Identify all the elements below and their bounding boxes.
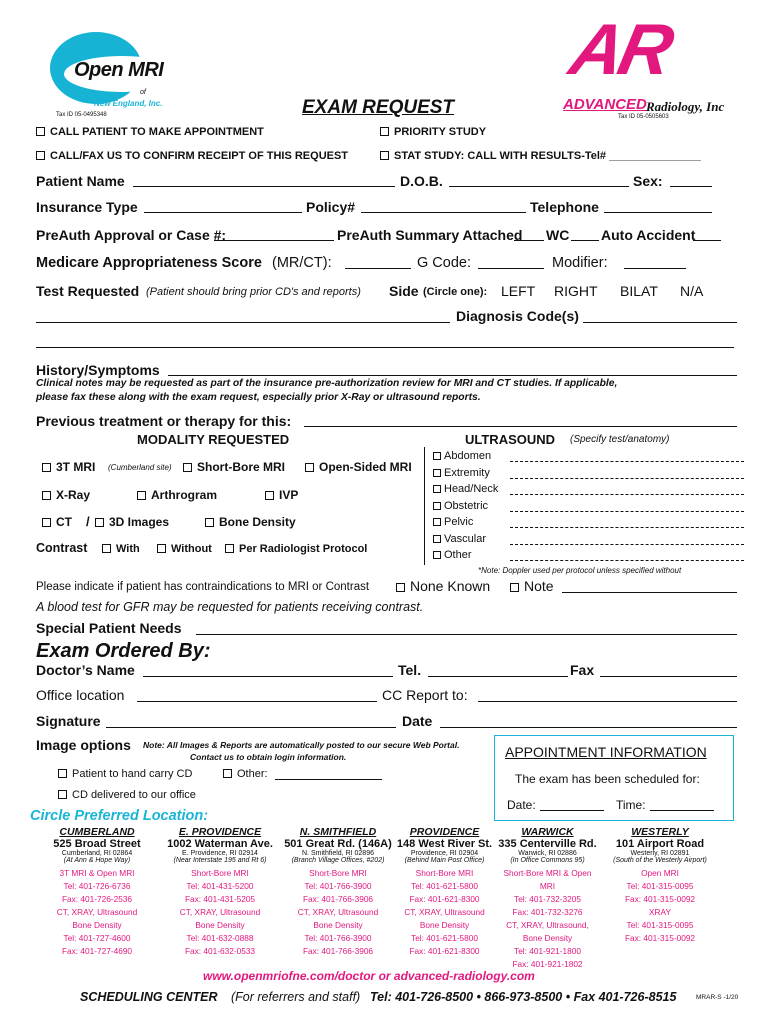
side-note: (Circle one):: [423, 286, 488, 298]
location-city: Westerly, RI 02891: [630, 850, 690, 857]
ar-logo-radiology: Radiology, Inc: [646, 99, 725, 114]
location-service: CT, XRAY, Ultrasound,: [506, 920, 589, 930]
xray-checkbox[interactable]: [42, 491, 51, 500]
appointment-time-field[interactable]: [650, 810, 714, 811]
clinical-note-1: Clinical notes may be requested as part of the insurance pre-authorization review for MRI and CT studies. If applicable,: [36, 378, 618, 389]
diagnosis-label: Diagnosis Code(s): [456, 308, 579, 324]
policy-label: Policy#: [306, 199, 356, 215]
location-name: CUMBERLAND: [59, 826, 135, 838]
call-patient-checkbox[interactable]: [36, 127, 45, 136]
short-bore-option[interactable]: [183, 460, 285, 474]
location-note: (South of the Westerly Airport): [613, 857, 707, 864]
patient-name-label: Patient Name: [36, 173, 125, 189]
location-service: Tel: 401-431-5200: [186, 881, 254, 891]
location-address: 148 West River St.: [396, 838, 493, 850]
location-service: Tel: 401-315-0095: [626, 920, 694, 930]
location-note: (Branch Village Offices, #202): [291, 857, 385, 864]
location-service: XRAY: [649, 907, 671, 917]
doctor-fax-field[interactable]: [600, 676, 737, 677]
cc-report-field[interactable]: [478, 701, 737, 702]
priority-option[interactable]: [380, 126, 486, 138]
ar-logo-mark: AR: [563, 10, 677, 90]
contrast-protocol-option[interactable]: [225, 543, 367, 555]
location-service: Tel: 401-766-3900: [304, 933, 372, 943]
mri-3t-note: (Cumberland site): [108, 463, 172, 472]
ultrasound-item-field[interactable]: [510, 544, 744, 545]
ultrasound-item-field[interactable]: [510, 560, 744, 561]
website-link[interactable]: www.openmriofne.com/doctor or advanced-radiology.com: [203, 969, 535, 983]
ultrasound-item-checkbox[interactable]: [433, 518, 441, 526]
ultrasound-item-checkbox[interactable]: [433, 502, 441, 510]
images-3d-checkbox[interactable]: [95, 518, 104, 527]
location-note: (Near Interstate 195 and Rt 6): [173, 857, 267, 864]
sex-label: Sex:: [633, 173, 663, 189]
location-service: Tel: 401-921-1800: [514, 946, 581, 956]
insurance-field[interactable]: [144, 212, 302, 213]
modality-divider: [424, 447, 425, 565]
ultrasound-item[interactable]: [433, 533, 486, 545]
contrast-protocol-label: Per Radiologist Protocol: [239, 543, 368, 555]
ultrasound-item-checkbox[interactable]: [433, 551, 441, 559]
ct-option[interactable]: [42, 515, 72, 529]
location-service: Tel: 401-732-3205: [514, 894, 581, 904]
ultrasound-item-label: Abdomen: [444, 450, 492, 462]
image-other-field[interactable]: [275, 779, 382, 780]
special-needs-field[interactable]: [196, 634, 737, 635]
contrast-without-label: Without: [171, 543, 212, 555]
scheduling-numbers: Tel: 401-726-8500 • 866-973-8500 • Fax 401-726-8515: [370, 990, 677, 1004]
ultrasound-item-label: Other: [444, 549, 472, 561]
gcode-field[interactable]: [478, 268, 544, 269]
location-service: CT, XRAY, Ultrasound: [404, 907, 485, 917]
side-bilat-option[interactable]: BILAT: [620, 283, 658, 299]
doctor-field[interactable]: [143, 676, 393, 677]
location-name: WESTERLY: [631, 826, 689, 838]
contra-note-option[interactable]: [510, 578, 554, 594]
ultrasound-item[interactable]: [433, 549, 472, 561]
cd-office-checkbox[interactable]: [58, 790, 67, 799]
doctor-fax-label: Fax: [570, 662, 595, 678]
location-service: Bone Density: [195, 920, 245, 930]
ar-tax-id: Tax ID 05-0505603: [618, 114, 669, 120]
stat-label: STAT STUDY: CALL WITH RESULTS-Tel# _______________: [394, 150, 701, 162]
ultrasound-item-label: Head/Neck: [444, 483, 499, 495]
ultrasound-item-label: Pelvic: [444, 516, 474, 528]
contrast-label: Contrast: [36, 541, 88, 555]
xray-label: X-Ray: [56, 488, 91, 502]
contrast-with-checkbox[interactable]: [102, 544, 111, 553]
history-label: History/Symptoms: [36, 362, 160, 378]
cd-office-label: CD delivered to our office: [72, 789, 196, 801]
location-column[interactable]: [282, 826, 394, 958]
location-city: Cumberland, RI 02864: [61, 850, 133, 857]
contrast-protocol-checkbox[interactable]: [225, 544, 234, 553]
location-address: 1002 Waterman Ave.: [167, 838, 273, 850]
contrast-with-label: With: [116, 543, 140, 555]
open-mri-logo: [24, 16, 184, 126]
appointment-date-label: Date:: [507, 798, 536, 812]
doctor-tel-label: Tel.: [398, 662, 422, 678]
ct-checkbox[interactable]: [42, 518, 51, 527]
modifier-field[interactable]: [624, 268, 686, 269]
hand-carry-checkbox[interactable]: [58, 769, 67, 778]
images-3d-label: 3D Images: [109, 515, 170, 529]
location-service: Tel: 401-726-6736: [63, 881, 131, 891]
bone-density-checkbox[interactable]: [205, 518, 214, 527]
location-column[interactable]: [394, 826, 495, 958]
ultrasound-item-checkbox[interactable]: [433, 469, 441, 477]
location-service: Short-Bore MRI: [309, 868, 367, 878]
call-patient-label: CALL PATIENT TO MAKE APPOINTMENT: [50, 126, 264, 138]
open-mri-tax-id: Tax ID 05-0495348: [56, 112, 107, 118]
location-city: Providence, RI 02904: [410, 850, 479, 857]
blank-line-1[interactable]: [36, 347, 734, 348]
location-service: Tel: 401-727-4600: [63, 933, 131, 943]
contra-note-label: Note: [524, 578, 554, 594]
image-other-checkbox[interactable]: [223, 769, 232, 778]
date-field[interactable]: [440, 727, 737, 728]
ivp-option[interactable]: [265, 488, 298, 502]
priority-checkbox[interactable]: [380, 127, 389, 136]
open-sided-option[interactable]: [305, 460, 412, 474]
clinical-note-2: please fax these along with the exam request, especially prior X-Ray or ultrasound reports.: [36, 392, 481, 403]
location-service: Fax: 401-315-0092: [624, 894, 696, 904]
call-fax-label: CALL/FAX US TO CONFIRM RECEIPT OF THIS REQUEST: [50, 150, 349, 162]
ultrasound-item-label: Obstetric: [444, 499, 489, 512]
appointment-title: APPOINTMENT INFORMATION: [505, 744, 707, 760]
location-column[interactable]: [600, 826, 720, 945]
signature-label: Signature: [36, 713, 101, 729]
ivp-label: IVP: [279, 488, 299, 502]
contra-note-checkbox[interactable]: [510, 583, 519, 592]
wc-field[interactable]: [571, 240, 599, 241]
mri-3t-checkbox[interactable]: [42, 463, 51, 472]
location-service: Fax: 401-766-3906: [302, 946, 374, 956]
location-service: Tel: 401-632-0888: [186, 933, 254, 943]
side-right-option[interactable]: RIGHT: [554, 283, 598, 299]
ultrasound-footnote: *Note: Doppler used per protocol unless specified without: [478, 566, 682, 575]
doctor-label: Doctor’s Name: [36, 662, 135, 678]
ivp-checkbox[interactable]: [265, 491, 274, 500]
ultrasound-item-label: Extremity: [444, 466, 490, 479]
ultrasound-item-label: Vascular: [444, 532, 486, 545]
side-left-option[interactable]: LEFT: [501, 283, 536, 299]
hand-carry-label: Patient to hand carry CD: [72, 768, 193, 780]
ultrasound-item[interactable]: [433, 450, 491, 462]
policy-field[interactable]: [361, 212, 526, 213]
location-service: Fax: 401-732-3276: [512, 907, 583, 917]
location-service: Fax: 401-921-1802: [512, 959, 583, 969]
date-label: Date: [402, 713, 433, 729]
priority-label: PRIORITY STUDY: [394, 126, 487, 138]
location-address: 335 Centerville Rd.: [498, 838, 597, 850]
image-options-note-2: Contact us to obtain login information.: [190, 752, 347, 762]
office-location-field[interactable]: [137, 701, 377, 702]
location-service: Fax: 401-621-8300: [409, 894, 480, 904]
location-service: CT, XRAY, Ultrasound: [179, 907, 261, 917]
location-name: E. PROVIDENCE: [178, 826, 262, 838]
diagnosis-field[interactable]: [583, 322, 737, 323]
location-note: (At Ann & Hope Way): [63, 857, 131, 864]
open-sided-checkbox[interactable]: [305, 463, 314, 472]
location-service: Short-Bore MRI: [191, 868, 249, 878]
location-name: PROVIDENCE: [409, 826, 480, 838]
history-field[interactable]: [168, 375, 737, 376]
location-service: Bone Density: [419, 920, 470, 930]
location-service: Open MRI: [641, 868, 679, 878]
open-mri-region: New England, Inc.: [94, 99, 163, 108]
special-needs-label: Special Patient Needs: [36, 620, 182, 636]
dob-label: D.O.B.: [400, 173, 443, 189]
scheduling-note: (For referrers and staff): [231, 990, 361, 1004]
side-na-option[interactable]: N/A: [680, 283, 704, 299]
ultrasound-item-field[interactable]: [510, 494, 744, 495]
arthrogram-label: Arthrogram: [151, 488, 218, 502]
location-service: Tel: 401-621-5800: [411, 933, 478, 943]
sex-field[interactable]: [670, 186, 712, 187]
previous-treatment-field[interactable]: [304, 426, 737, 427]
mri-3t-option[interactable]: [42, 460, 95, 474]
appointment-date-field[interactable]: [540, 810, 604, 811]
open-sided-label: Open-Sided MRI: [319, 460, 412, 474]
ultrasound-item[interactable]: [433, 500, 488, 512]
patient-name-field[interactable]: [133, 186, 395, 187]
ultrasound-item-field[interactable]: [510, 511, 744, 512]
stat-option[interactable]: [380, 150, 701, 162]
location-service: Fax: 401-621-8300: [409, 946, 480, 956]
test-requested-field[interactable]: [36, 322, 450, 323]
open-mri-of: of: [140, 89, 146, 96]
call-fax-option[interactable]: [36, 150, 348, 162]
doctor-tel-field[interactable]: [428, 676, 568, 677]
contrast-without-checkbox[interactable]: [157, 544, 166, 553]
location-service: Short-Bore MRI: [415, 868, 474, 878]
location-address: 101 Airport Road: [615, 838, 705, 850]
arthrogram-checkbox[interactable]: [137, 491, 146, 500]
location-service: Fax: 401-632-0533: [184, 946, 256, 956]
location-service: 3T MRI & Open MRI: [59, 868, 135, 878]
modifier-label: Modifier:: [552, 255, 608, 271]
location-service: Bone Density: [522, 933, 573, 943]
wc-label: WC: [546, 227, 570, 243]
location-name: N. SMITHFIELD: [299, 826, 377, 838]
preauth-summary-label: PreAuth Summary Attached: [337, 227, 523, 243]
location-address: 525 Broad Street: [53, 838, 141, 850]
contraindication-text: Please indicate if patient has contraindications to MRI or Contrast: [36, 581, 370, 593]
image-options-note-1: Note: All Images & Reports are automatically posted to our secure Web Portal.: [143, 740, 460, 750]
location-service: CT, XRAY, Ultrasound: [56, 907, 138, 917]
ct-slash: /: [86, 514, 90, 529]
location-service: Fax: 401-727-4690: [61, 946, 133, 956]
location-column[interactable]: [495, 826, 600, 971]
ultrasound-item-field[interactable]: [510, 478, 744, 479]
location-city: N. Smithfield, RI 02896: [302, 850, 374, 857]
location-name: WARWICK: [521, 826, 574, 838]
short-bore-checkbox[interactable]: [183, 463, 192, 472]
ultrasound-item[interactable]: [433, 467, 490, 479]
location-service: Bone Density: [313, 920, 363, 930]
side-label: Side: [389, 283, 419, 299]
gcode-label: G Code:: [417, 255, 471, 271]
none-known-label: None Known: [410, 578, 491, 594]
preauth-summary-field[interactable]: [514, 240, 544, 241]
contrast-without-option[interactable]: [157, 543, 212, 555]
ultrasound-item-field[interactable]: [510, 461, 744, 462]
preauth-field[interactable]: [214, 240, 334, 241]
medicare-label: Medicare Appropriateness Score: [36, 255, 262, 271]
ultrasound-header: ULTRASOUND: [465, 432, 556, 447]
dob-field[interactable]: [449, 186, 629, 187]
modality-header: MODALITY REQUESTED: [137, 432, 290, 447]
bone-density-label: Bone Density: [219, 515, 296, 529]
location-service: Tel: 401-621-5800: [411, 881, 478, 891]
cd-office-option[interactable]: [58, 789, 196, 801]
ar-logo-advanced: ADVANCED: [563, 96, 647, 113]
appointment-time-label: Time:: [616, 798, 646, 812]
location-city: Warwick, RI 02886: [518, 850, 577, 857]
mri-3t-label: 3T MRI: [56, 460, 96, 474]
location-note: (Behind Main Post Office): [404, 857, 485, 864]
ultrasound-item-checkbox[interactable]: [433, 452, 441, 460]
location-service: Bone Density: [72, 920, 122, 930]
location-column[interactable]: [158, 826, 282, 958]
location-column[interactable]: [36, 826, 158, 958]
call-patient-option[interactable]: [36, 126, 264, 138]
location-address: 501 Great Rd. (146A): [284, 838, 392, 850]
images-3d-option[interactable]: [95, 515, 169, 529]
image-other-option[interactable]: [223, 768, 268, 780]
scheduling-label: SCHEDULING CENTER: [80, 990, 218, 1004]
ct-label: CT: [56, 515, 72, 529]
location-service: Fax: 401-766-3906: [302, 894, 374, 904]
ordered-by-header: Exam Ordered By:: [36, 640, 211, 662]
stat-checkbox[interactable]: [380, 151, 389, 160]
location-service: Short-Bore MRI & Open MRI: [503, 868, 592, 891]
test-requested-note: (Patient should bring prior CD's and reports): [146, 286, 361, 298]
location-service: Fax: 401-431-5205: [184, 894, 256, 904]
telephone-field[interactable]: [604, 212, 712, 213]
image-options-label: Image options: [36, 737, 131, 753]
location-note: (In Office Commons 95): [510, 857, 585, 864]
cc-report-label: CC Report to:: [382, 687, 468, 703]
circle-location-label: Circle Preferred Location:: [30, 808, 209, 824]
hand-carry-option[interactable]: [58, 768, 192, 780]
signature-field[interactable]: [106, 727, 396, 728]
open-mri-name: Open MRI: [74, 59, 164, 81]
location-service: Fax: 401-726-2536: [61, 894, 133, 904]
bone-density-option[interactable]: [205, 515, 296, 529]
contra-note-field[interactable]: [562, 592, 737, 593]
contrast-with-option[interactable]: [102, 543, 140, 555]
test-requested-label: Test Requested: [36, 283, 140, 299]
page-title: EXAM REQUEST: [302, 97, 455, 118]
ultrasound-item-field[interactable]: [510, 527, 744, 528]
telephone-label: Telephone: [530, 199, 599, 215]
xray-option[interactable]: [42, 488, 90, 502]
appointment-scheduled: The exam has been scheduled for:: [515, 772, 700, 786]
ultrasound-item-checkbox[interactable]: [433, 485, 441, 493]
location-city: E. Providence, RI 02914: [182, 850, 258, 857]
ultrasound-item[interactable]: [433, 516, 473, 528]
location-service: Tel: 401-315-0095: [626, 881, 694, 891]
short-bore-label: Short-Bore MRI: [197, 460, 285, 474]
gfr-note: A blood test for GFR may be requested for patients receiving contrast.: [36, 600, 424, 614]
ultrasound-header-note: (Specify test/anatomy): [570, 434, 670, 445]
auto-accident-field[interactable]: [693, 240, 721, 241]
previous-treatment-label: Previous treatment or therapy for this:: [36, 413, 292, 429]
medicare-field[interactable]: [345, 268, 411, 269]
location-service: Fax: 401-315-0092: [624, 933, 696, 943]
location-service: Tel: 401-766-3900: [304, 881, 372, 891]
form-code: MRAR-S -1/20: [696, 994, 739, 1001]
ultrasound-item[interactable]: [433, 483, 498, 495]
preauth-label: PreAuth Approval or Case #:: [36, 227, 227, 243]
insurance-label: Insurance Type: [36, 199, 138, 215]
ultrasound-item-checkbox[interactable]: [433, 535, 441, 543]
location-service: CT, XRAY, Ultrasound: [297, 907, 379, 917]
medicare-note: (MR/CT):: [272, 255, 332, 271]
call-fax-checkbox[interactable]: [36, 151, 45, 160]
auto-accident-label: Auto Accident: [601, 227, 696, 243]
office-location-label: Office location: [36, 687, 125, 703]
none-known-checkbox[interactable]: [396, 583, 405, 592]
image-other-label: Other:: [237, 768, 268, 780]
arthrogram-option[interactable]: [137, 488, 217, 502]
none-known-option[interactable]: [396, 578, 490, 594]
